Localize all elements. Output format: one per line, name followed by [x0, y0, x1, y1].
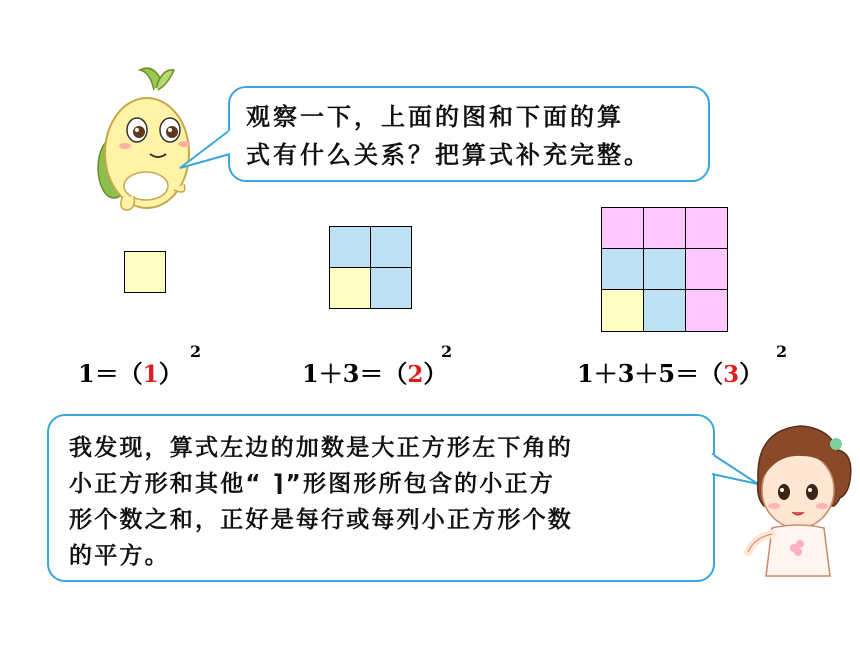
equation-1-right: ）: [158, 359, 183, 388]
grid-2x2-cell: [370, 267, 412, 309]
grid-2x2-cell: [329, 267, 371, 309]
equation-3: [577, 354, 763, 389]
equation-2: [302, 354, 447, 389]
equation-2-exponent: 2: [441, 342, 453, 361]
grid-3x3-cell: [601, 289, 644, 332]
equation-3-exponent: 2: [776, 342, 788, 361]
speech-bubble-top-tail: [178, 128, 232, 172]
grid-2x2-cell: [370, 226, 412, 268]
speech-bottom-line-2: 小正方形和其他“ ⌉”形图形所包含的小正方: [69, 471, 555, 497]
equation-1-exponent: 2: [190, 342, 202, 361]
speech-top-line-2: 式有什么关系？把算式补充完整。: [246, 141, 651, 169]
equation-3-right: ）: [739, 359, 764, 388]
grid-3x3-cell: [685, 207, 728, 249]
equation-2-answer: 2: [407, 361, 424, 388]
grid-3x3-cell: [643, 289, 686, 332]
grid-3x3-cell: [643, 207, 686, 249]
girl-character-illustration: [738, 410, 858, 580]
grid-3x3-cell: [643, 248, 686, 290]
grid-1-square: [124, 251, 166, 293]
equation-1-left: 1＝（: [78, 359, 143, 388]
equation-1: [78, 354, 183, 389]
speech-bottom-line-1: 我发现，算式左边的加数是大正方形左下角的: [69, 435, 573, 461]
speech-bubble-bottom: [47, 414, 715, 582]
speech-bubble-top: [228, 86, 710, 182]
equation-1-answer: 1: [142, 361, 159, 388]
grid-3x3-cell: [601, 207, 644, 249]
equation-3-left: 1＋3＋5＝（: [577, 359, 724, 388]
speech-bottom-line-3: 形个数之和，正好是每行或每列小正方形个数: [69, 507, 573, 533]
speech-bottom-line-4: 的平方。: [69, 543, 170, 569]
equation-2-right: ）: [423, 359, 448, 388]
grid-3x3-cell: [685, 248, 728, 290]
grid-3x3-cell: [685, 289, 728, 332]
speech-top-line-1: 观察一下，上面的图和下面的算: [246, 103, 624, 131]
equation-3-answer: 3: [723, 361, 740, 388]
grid-2x2-cell: [329, 226, 371, 268]
equation-2-left: 1＋3＝（: [302, 359, 408, 388]
grid-3x3-cell: [601, 248, 644, 290]
